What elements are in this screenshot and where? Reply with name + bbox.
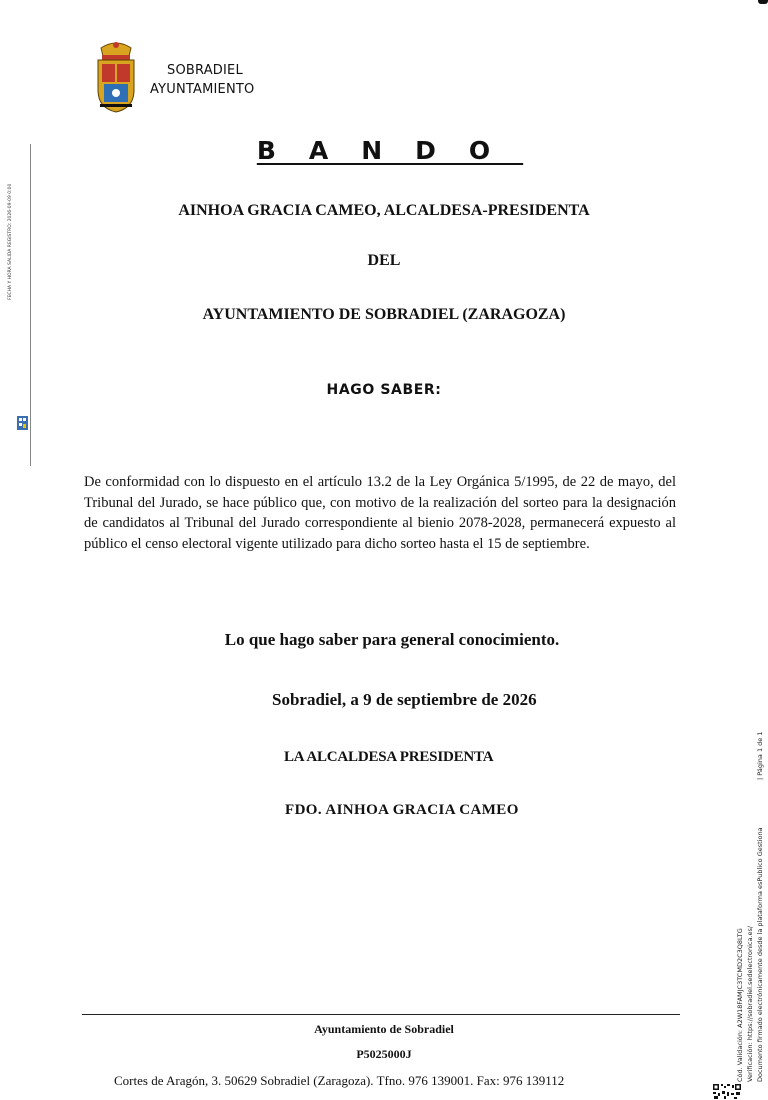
- verification-code: Cód. Validación: A2W18FAMJC3TCMD2C3Q8LTG: [736, 928, 744, 1082]
- letterhead-municipality: SOBRADIEL: [167, 63, 243, 78]
- page-info: | Página 1 de 1: [756, 731, 764, 780]
- announcement-heading: HAGO SABER:: [326, 382, 442, 398]
- body-paragraph: De conformidad con lo dispuesto en el artículo 13.2 de la Ley Orgánica 5/1995, de 22 de mayo, del Tribunal del Jurado, se hace público que, con motivo de la realización del sorteo para la designación de candidatos al Tribunal del Jurado correspondiente al bienio 2078-2028, permanecerá expuesto al público el censo electoral vigente utilizado para dicho sorteo hasta el 15 de septiembre.: [84, 474, 676, 552]
- verification-url[interactable]: Verificación: https://sobradiel.sedelectronica.es/: [746, 925, 754, 1082]
- signer-role: LA ALCALDESA PRESIDENTA: [284, 749, 494, 765]
- signer-name: FDO. AINHOA GRACIA CAMEO: [285, 802, 519, 818]
- signature-notice: Documento firmado electrónicamente desde la plataforma esPublico Gestiona: [756, 827, 764, 1082]
- coat-of-arms-logo: [93, 40, 139, 114]
- footer-divider: [82, 1014, 680, 1015]
- footer-address: Cortes de Aragón, 3. 50629 Sobradiel (Zaragoza). Tfno. 976 139001. Fax: 976 139112: [114, 1073, 565, 1088]
- document-title: [0, 136, 768, 165]
- registry-qr-icon: [17, 416, 28, 430]
- footer-tax-id: P5025000J: [356, 1047, 412, 1061]
- document-title-text: BANDO: [256, 136, 524, 165]
- letterhead-institution: AYUNTAMIENTO: [150, 82, 255, 97]
- registry-stamp-text: FECHA Y HORA SALIDA REGISTRO: 2026-09-09 0:00: [8, 183, 13, 300]
- issuer-connector: DEL: [367, 252, 401, 269]
- scan-corner-mark: [758, 0, 768, 4]
- issuer-institution: AYUNTAMIENTO DE SOBRADIEL (ZARAGOZA): [202, 306, 566, 323]
- issuer-name: AINHOA GRACIA CAMEO, ALCALDESA-PRESIDENTA: [178, 202, 590, 219]
- place-and-date: Sobradiel, a 9 de septiembre de 2026: [272, 690, 537, 709]
- verification-qr-icon: [712, 1083, 742, 1100]
- closing-sentence: Lo que hago saber para general conocimiento.: [224, 630, 560, 649]
- footer-organization: Ayuntamiento de Sobradiel: [314, 1022, 454, 1036]
